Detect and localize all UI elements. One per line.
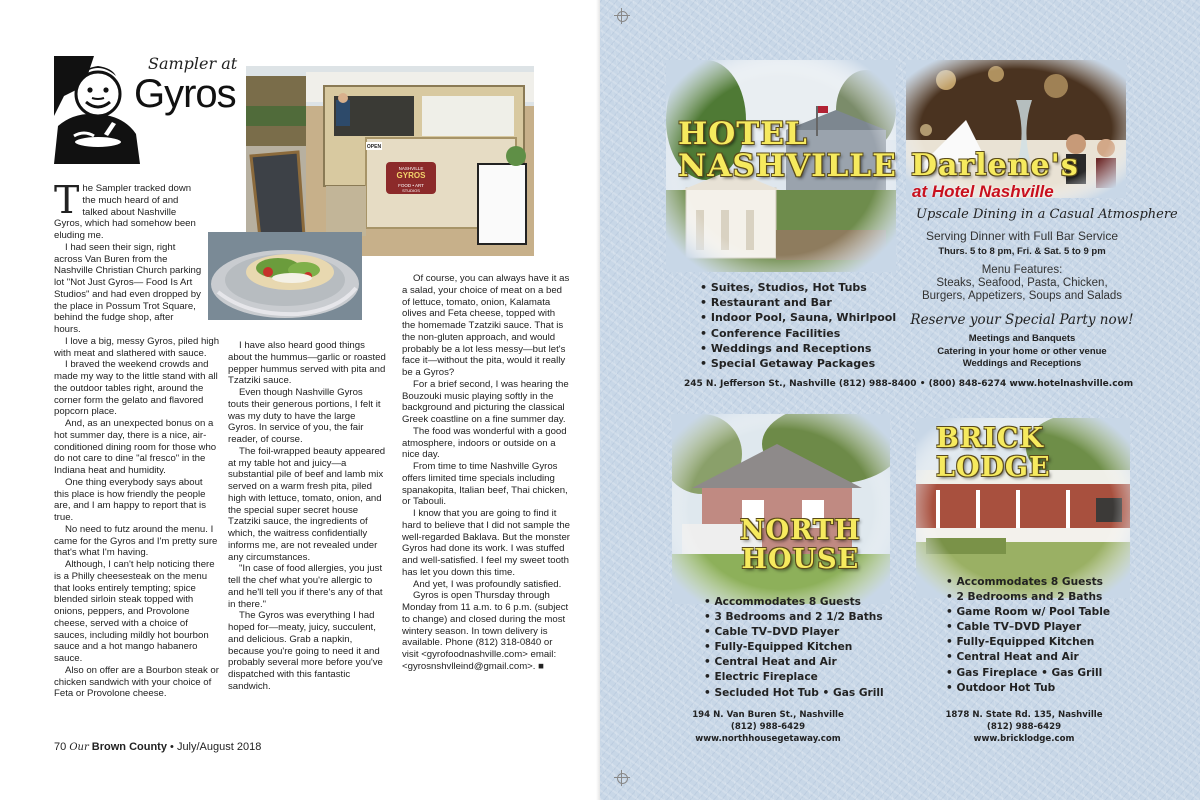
page-folio — [54, 741, 261, 753]
hotel-nashville-name: HOTEL NASHVILLE — [678, 116, 897, 184]
page-number: 70 — [54, 741, 67, 753]
brick-lodge-address: 1878 N. State Rd. 135, Nashville (812) 988-6429 www.bricklodge.com — [934, 709, 1114, 745]
stand-sign-food-art: FOOD • ART — [398, 183, 424, 188]
darlenes-hours: Thurs. 5 to 8 pm, Fri. & Sat. 5 to 9 pm — [938, 246, 1106, 257]
darlenes-events: Meetings and Banquets Catering in your home or other venue Weddings and Receptions — [937, 333, 1107, 369]
list-item: • 3 Bedrooms and 2 1/2 Baths — [704, 610, 884, 625]
list-item: • Outdoor Hot Tub — [946, 681, 1110, 696]
stand-open-sign: OPEN — [366, 144, 382, 150]
folio-our: Our — [69, 742, 89, 753]
darlenes-tagline: Upscale Dining in a Casual Atmosphere — [916, 207, 1178, 222]
stand-sign-studios: STUDIOS — [402, 188, 420, 193]
darlenes-reserve: Reserve your Special Party now! — [910, 312, 1134, 328]
north-house-name: NORTH HOUSE — [740, 515, 861, 575]
article-column-3 — [402, 273, 570, 673]
paragraph: Gyros is open Thursday through Monday from 11 a.m. to 6 p.m. (subject to change) and closed during the most wintery season. In town delivery is available. Phone (812) 318-0840 or visit <gyrofoodnashville.com> email: <gyrosnshvlleind@gmail.com>. ■ — [402, 590, 569, 672]
paragraph-1: The Sampler tracked down the much heard of and talked about Nashville Gyros, which had somehow been eluding me. — [54, 178, 196, 241]
hotel-address: 245 N. Jefferson St., Nashville (812) 988-8400 • (800) 848-6274 www.hotelnashville.com — [684, 379, 1134, 389]
paragraph: For a brief second, I was hearing the Bouzouki music playing softly in the background and picturing the classical Greek coastline on a fine summer day. — [402, 378, 569, 425]
paragraph: No need to futz around the menu. I came for the Gyros and I'm pretty sure that's what I'm having. — [54, 523, 218, 559]
article-column-1 — [54, 178, 220, 700]
paragraph: The Gyros was everything I had hoped for—meaty, juicy, succulent, and delicious. Grab a napkin, because you're going to need it and probably several more before you've dispatched with this fantastic sandwich. — [228, 610, 383, 692]
list-item: • Central Heat and Air — [946, 650, 1110, 665]
stand-sign-nashville: NASHVILLE — [398, 166, 424, 171]
paragraph: "In case of food allergies, you just tell the chef what you're allergic to and he'll tell you if there's any of that in there." — [228, 563, 383, 610]
paragraph: Of course, you can always have it as a salad, your choice of meat on a bed of lettuce, tomato, onion, Kalamata olives and Feta cheese, topped with the homemade Tzatziki sauce. That is the non-gluten approach, and would probably be a lot less messy—but let's face it—without the pita, would it really be a Gyros? — [402, 273, 570, 378]
list-item: • Game Room w/ Pool Table — [946, 605, 1110, 620]
list-item: • Cable TV–DVD Player — [704, 625, 884, 640]
list-item: • 2 Bedrooms and 2 Baths — [946, 590, 1110, 605]
article-title: Gyros — [134, 72, 236, 116]
paragraph: One thing everybody says about this place is how friendly the people are, and I am happy to report that is true. — [54, 476, 206, 523]
darlenes-menu: Steaks, Seafood, Pasta, Chicken, Burgers, Appetizers, Soups and Salads — [921, 277, 1123, 302]
list-item: • Fully-Equipped Kitchen — [946, 635, 1110, 650]
list-item: • Central Heat and Air — [704, 655, 884, 670]
paragraph: And yet, I was profoundly satisfied. — [413, 578, 562, 590]
darlenes-subtitle: at Hotel Nashville — [912, 182, 1054, 201]
list-item: • Cable TV–DVD Player — [946, 620, 1110, 635]
paragraph: Also on offer are a Bourbon steak or chicken sandwich with your choice of Feta or Provolone cheese. — [54, 664, 219, 700]
drop-cap: T — [54, 178, 80, 222]
article-kicker: Sampler at — [148, 54, 238, 73]
list-item: • Fully-Equipped Kitchen — [704, 640, 884, 655]
list-item: • Accommodates 8 Guests — [704, 595, 884, 610]
paragraph: I love a big, messy Gyros, piled high with meat and slathered with sauce. — [54, 335, 220, 359]
brick-lodge-features-list — [946, 575, 1110, 696]
list-item: • Special Getaway Packages — [700, 356, 896, 371]
paragraph: Although, I can't help noticing there is a Philly cheesesteak on the menu that looks entirely tempting; spice blended sirloin steak topped with onions, peppers, and Provolone cheese, served with a choice of sauces, including mildly hot bourbon sauce and a hot mango habanero sauce. — [54, 559, 215, 664]
list-item: • Gas Fireplace • Gas Grill — [946, 666, 1110, 681]
paragraph: From time to time Nashville Gyros offers limited time specials including spanakopita, Italian beef, Thai chicken, or Tabouli. — [402, 461, 568, 508]
brick-lodge-name: BRICK LODGE — [936, 423, 1051, 483]
gyros-food-photo — [208, 232, 362, 320]
north-house-features-list — [704, 595, 884, 701]
paragraph: The food was wonderful with a good atmosphere, indoors or outside on a nice day. — [402, 425, 567, 461]
paragraph: And, as an unexpected bonus on a hot summer day, there is a nice, air-conditioned dining room for those who do not care to dine "al fresco" in the Indiana heat and humidity. — [54, 418, 217, 476]
paragraph: I have also heard good things about the hummus—garlic or roasted pepper hummus served with pita and Tzatziki sauce. — [228, 340, 386, 387]
article-column-2 — [228, 340, 386, 693]
list-item: • Secluded Hot Tub • Gas Grill — [704, 686, 884, 701]
north-house-address: 194 N. Van Buren St., Nashville (812) 988-6429 www.northhousegetaway.com — [678, 709, 858, 745]
hotel-features-list — [700, 280, 896, 371]
paragraph: I had seen their sign, right across Van Buren from the Nashville Christian Church parking lot "Not Just Gyros— Food Is Art Studios" and had even dropped by the place in Possum Trot Square, behind the fudge shop, after hours. — [54, 241, 202, 335]
list-item: • Restaurant and Bar — [700, 295, 896, 310]
folio-issue: • July/August 2018 — [170, 741, 262, 753]
darlenes-name: Darlene's — [911, 148, 1079, 183]
north-house-photo — [672, 414, 890, 604]
darlenes-menu-heading: Menu Features: — [981, 264, 1063, 276]
north-house-website: www.northhousegetaway.com — [695, 734, 841, 744]
list-item: • Suites, Studios, Hot Tubs — [700, 280, 896, 295]
chef-illustration — [54, 56, 140, 164]
paragraph: The foil-wrapped beauty appeared at my table hot and juicy—a substantial pile of beef and lamb mix served on a warm fresh pita, piled high with lettuce, tomato, onion, and the special super secret house Tzatziki sauce, the ingredients of which, the waitress confidentially informs me, are not revealed under any circumstances. — [228, 445, 386, 563]
list-item: • Conference Facilities — [700, 326, 896, 341]
list-item: • Indoor Pool, Sauna, Whirlpool — [700, 310, 896, 325]
paragraph: Even though Nashville Gyros touts their generous portions, I felt it was my duty to have the large Gyros. In service of you, the fair reader, of course. — [228, 387, 381, 445]
registration-mark-icon — [614, 770, 630, 786]
list-item: • Accommodates 8 Guests — [946, 575, 1110, 590]
stand-sign-gyros: GYROS — [396, 171, 426, 180]
paragraph: I know that you are going to find it hard to believe that I did not sample the well-regarded Baklava. But the monster Gyros had done its work. I was stuffed and well-satisfied. I feel my sweet tooth has let you down this time. — [402, 508, 570, 578]
list-item: • Electric Fireplace — [704, 670, 884, 685]
ad-page — [600, 0, 1200, 800]
darlenes-serving: Serving Dinner with Full Bar Service — [925, 229, 1119, 243]
list-item: • Weddings and Receptions — [700, 341, 896, 356]
registration-mark-icon — [614, 8, 630, 24]
folio-magazine: Brown County — [91, 741, 167, 753]
brick-lodge-website: www.bricklodge.com — [973, 734, 1075, 744]
gyros-stand-photo — [246, 66, 534, 256]
paragraph: I braved the weekend crowds and made my way to the little stand with all the outdoor tables right, around the corner form the gelato and flavored popcorn place. — [54, 359, 218, 418]
